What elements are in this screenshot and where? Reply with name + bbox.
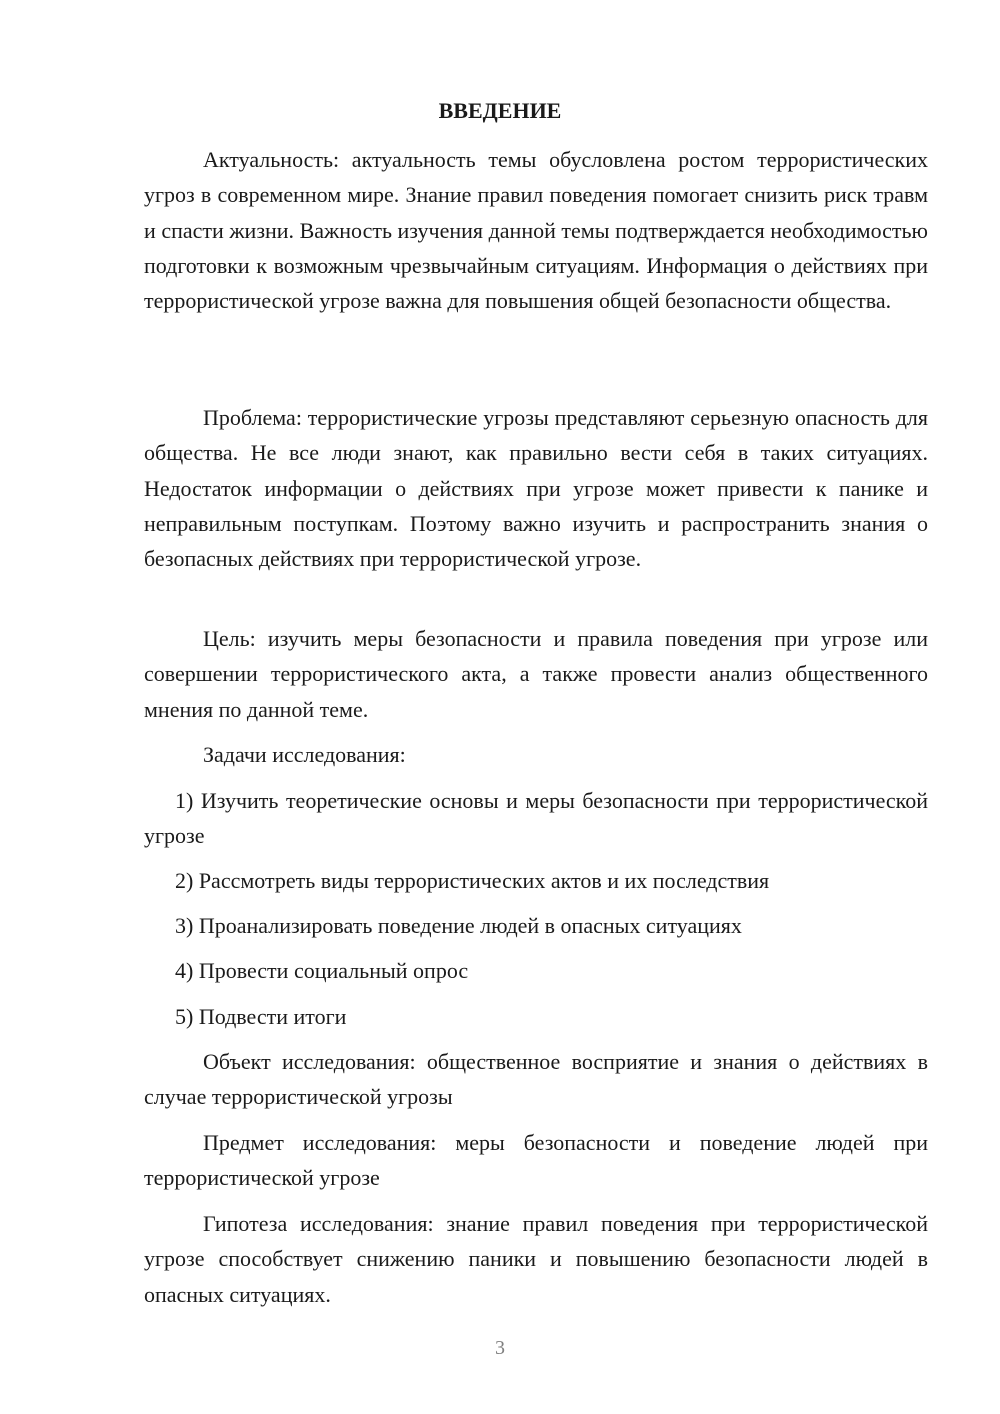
paragraph-object: Объект исследования: общественное восприятие и знания о действиях в случае террористической угрозы <box>144 1049 928 1110</box>
section-title: ВВЕДЕНИЕ <box>438 98 562 123</box>
page-number: 3 <box>495 1337 505 1359</box>
paragraph-goal: Цель: изучить меры безопасности и правила поведения при угрозе или совершении террористического акта, а также провести анализ общественного мнения по данной теме. <box>144 626 928 722</box>
paragraph-subject: Предмет исследования: меры безопасности и поведение людей при террористической угрозе <box>144 1130 928 1191</box>
task-item-3: 3) Проанализировать поведение людей в опасных ситуациях <box>175 913 742 938</box>
task-item-5: 5) Подвести итоги <box>175 1004 347 1029</box>
task-item-4: 4) Провести социальный опрос <box>175 958 469 983</box>
paragraph-hypothesis: Гипотеза исследования: знание правил поведения при террористической угрозе способствует снижению паники и повышению безопасности людей в опасных ситуациях. <box>144 1211 928 1307</box>
paragraph-relevance: Актуальность: актуальность темы обусловлена ростом террористических угроз в современном мире. Знание правил поведения помогает снизить риск травм и спасти жизни. Важность изучения данной темы подтверждается необходимостью подготовки к возможным чрезвычайным ситуациям. Информация о действиях при террористической угрозе важна для повышения общей безопасности общества. <box>144 147 928 314</box>
paragraph-problem: Проблема: террористические угрозы представляют серьезную опасность для общества. Не все люди знают, как правильно вести себя в таких ситуациях. Недостаток информации о действиях при угрозе может привести к панике и неправильным поступкам. Поэтому важно изучить и распространить знания о безопасных действиях при террористической угрозе. <box>144 405 928 572</box>
task-item-2: 2) Рассмотреть виды террористических актов и их последствия <box>175 868 770 893</box>
paragraph-tasks-heading: Задачи исследования: <box>203 742 406 767</box>
task-item-1: 1) Изучить теоретические основы и меры безопасности при террористической угрозе <box>144 788 928 849</box>
